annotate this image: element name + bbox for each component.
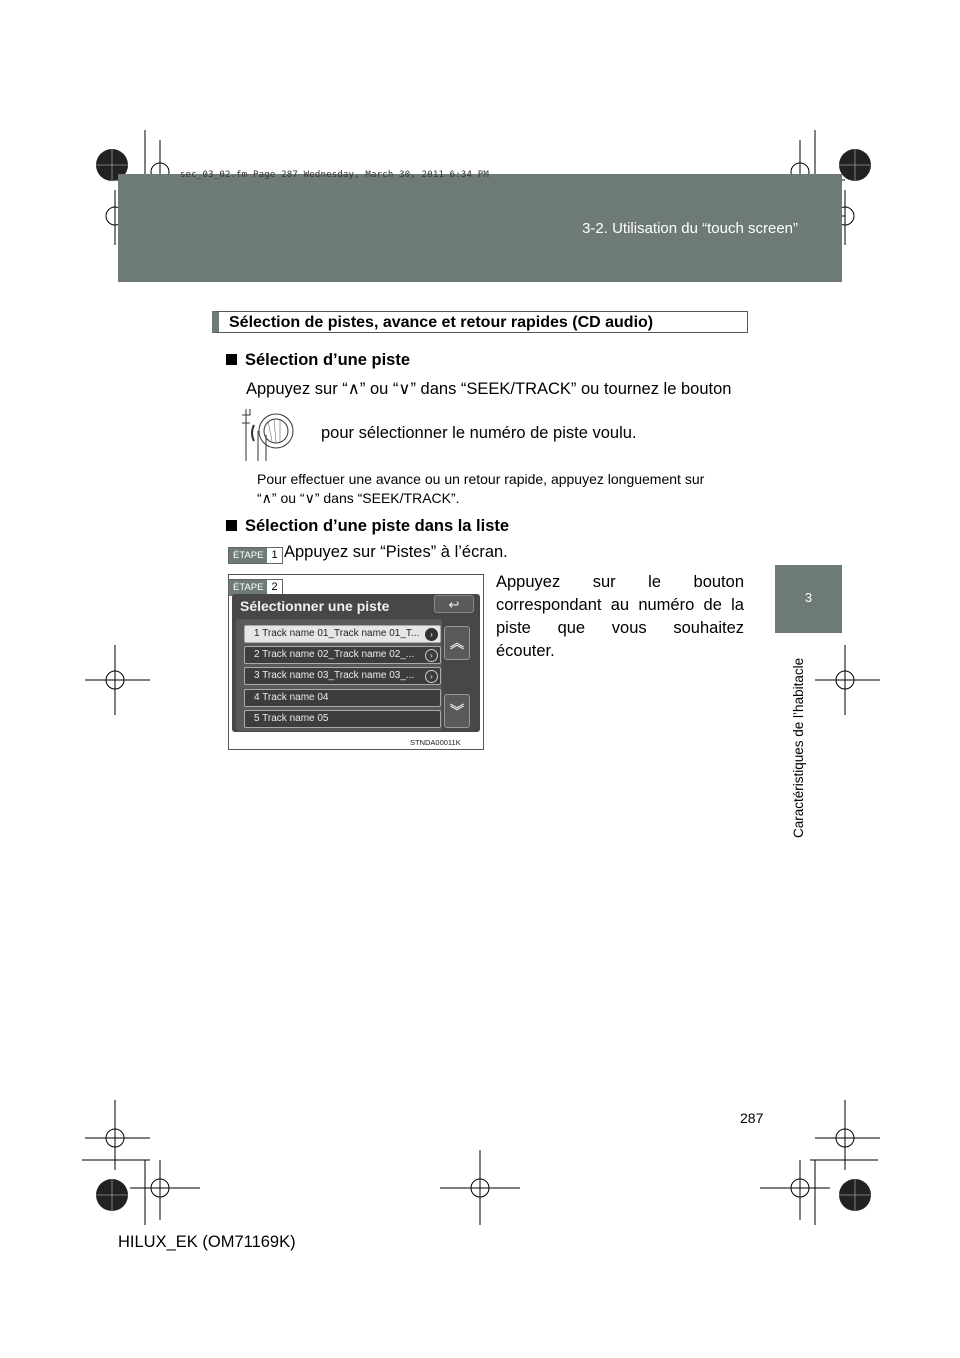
subsection-heading (226, 351, 410, 370)
step-label: ÉTAPE (229, 548, 267, 563)
screen-title: Sélectionner une piste (240, 598, 390, 614)
track-label: 1 Track name 01_Track name 01_T... (254, 628, 420, 639)
word: le (648, 573, 662, 591)
word: au (610, 596, 630, 614)
figure-code: STNDA00011K (410, 738, 461, 747)
word: de (703, 596, 722, 614)
word: bouton (693, 573, 744, 591)
step-text-line (496, 617, 744, 640)
back-arrow-icon: ↩ (448, 597, 460, 612)
bullet-square-icon (226, 520, 237, 531)
track-row[interactable] (244, 646, 441, 664)
word: numéro (638, 596, 695, 614)
instruction-line: Appuyez sur “∧” ou “∨” dans “SEEK/TRACK” ou tournez le bouton (246, 380, 732, 398)
page-number: 287 (740, 1110, 764, 1126)
double-chevron-down-icon: ︾ (450, 703, 464, 719)
track-label: 4 Track name 04 (254, 692, 329, 703)
chevron-right-icon: › (425, 628, 438, 641)
step-text-line (496, 571, 744, 594)
word: sur (592, 573, 616, 591)
side-tab-title (787, 650, 807, 840)
bullet-square-icon (226, 354, 237, 365)
word: souhaitez (673, 619, 744, 637)
section-title: Sélection de pistes, avance et retour rapides (CD audio) (212, 311, 748, 333)
word: piste (496, 619, 531, 637)
back-button[interactable] (434, 595, 474, 613)
side-tab-title-text: Caractéristiques de l’habitacle (791, 657, 806, 838)
track-row[interactable] (244, 625, 441, 643)
step-number: 1 (271, 549, 278, 561)
step-text-line: écouter. (496, 642, 555, 660)
track-label: 2 Track name 02_Track name 02_... (254, 649, 415, 660)
word: vous (611, 619, 647, 637)
word: que (557, 619, 586, 637)
track-label: 5 Track name 05 (254, 713, 329, 724)
subsection-heading-text: Sélection d’une piste (245, 351, 411, 369)
section-header: 3-2. Utilisation du “touch screen” (582, 220, 798, 237)
scroll-up-button[interactable] (444, 626, 470, 660)
track-label: 3 Track name 03_Track name 03_... (254, 670, 415, 681)
instruction-line: pour sélectionner le numéro de piste voulu. (321, 424, 637, 442)
track-row[interactable] (244, 667, 441, 685)
step-label: ÉTAPE (229, 580, 267, 595)
step-badge (228, 545, 283, 564)
track-row[interactable] (244, 689, 441, 707)
step-text-line (496, 594, 744, 617)
word: Appuyez (496, 573, 561, 591)
side-tab-number: 3 (804, 590, 813, 605)
tune-knob-icon (240, 405, 304, 461)
word: la (731, 596, 744, 614)
step-number: 2 (271, 581, 278, 593)
subsection-heading (226, 517, 509, 536)
subsection-heading-text: Sélection d’une piste dans la liste (245, 517, 510, 535)
word: correspondant (496, 596, 602, 614)
chevron-right-icon: › (425, 670, 438, 683)
footer-model-code: HILUX_EK (OM71169K) (118, 1233, 296, 1251)
print-stamp: sec_03_02.fm Page 287 Wednesday, March 30, 2011 6:34 PM (180, 170, 490, 180)
step-text (496, 571, 744, 663)
note-line: Pour effectuer une avance ou un retour rapide, appuyez longuement sur (257, 471, 705, 487)
chevron-right-icon: › (425, 649, 438, 662)
step-text: Appuyez sur “Pistes” à l’écran. (284, 543, 508, 561)
scroll-down-button[interactable] (444, 694, 470, 728)
note-line: “∧” ou “∨” dans “SEEK/TRACK”. (257, 490, 460, 506)
track-row[interactable] (244, 710, 441, 728)
double-chevron-up-icon: ︽ (450, 635, 464, 651)
